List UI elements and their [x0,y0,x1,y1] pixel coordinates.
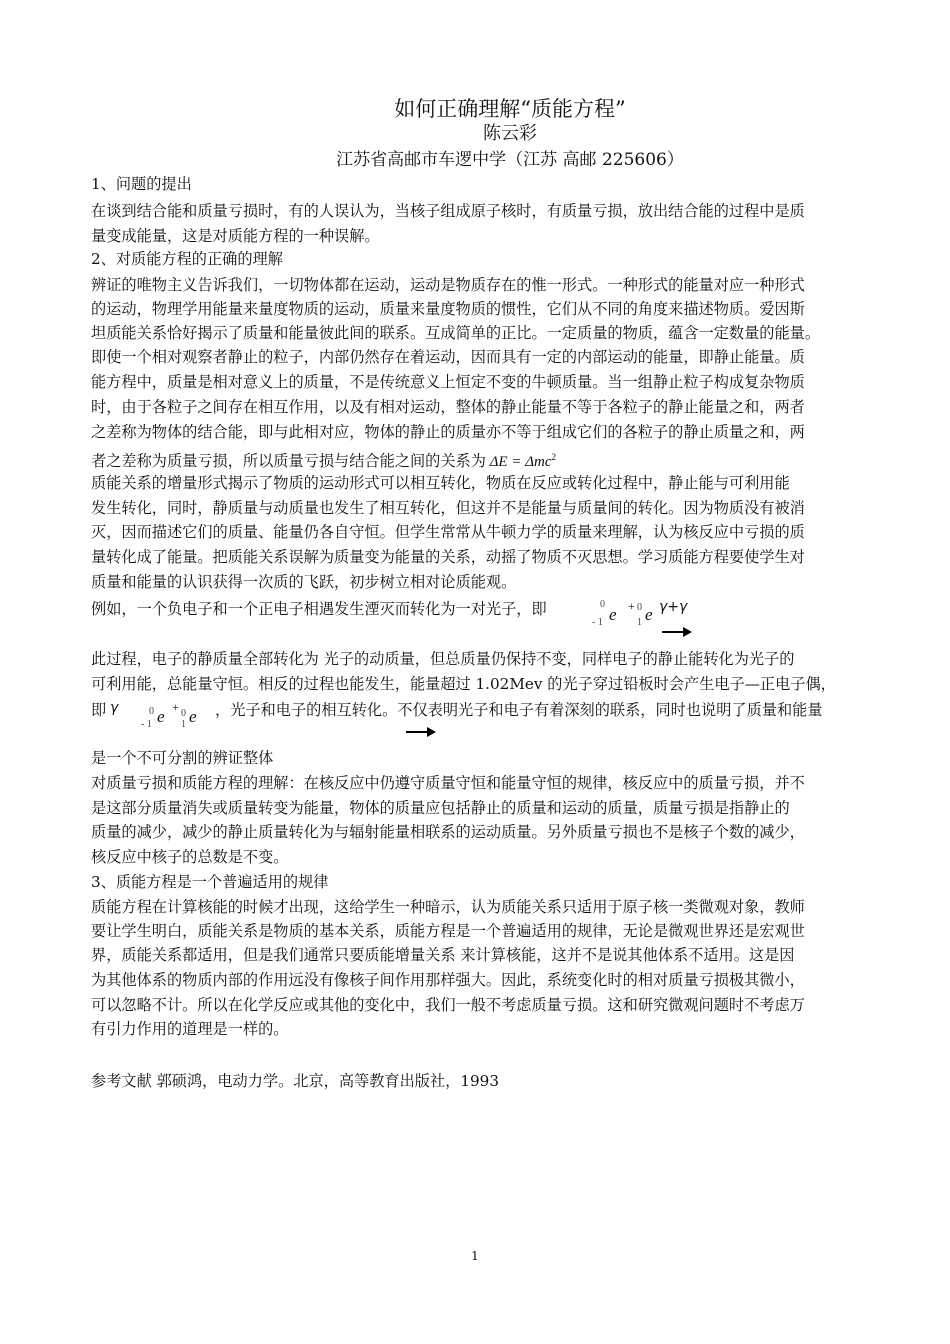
paragraph-line: 质量的减少，减少的静止质量转化为与辐射能量相联系的运动质量。另外质量亏损也不是核子个数的减少， [91,823,805,841]
author-name: 陈云彩 [483,123,537,144]
paragraph-line: 灭，因而描述它们的质量、能量仍各自守恒。但学生常常从牛顿力学的质量来理解，认为核反应中亏损的质 [91,523,805,541]
page-number: 1 [471,1249,479,1263]
paragraph-line: 是一个不可分割的辨证整体 [91,749,274,767]
author-affiliation: 江苏省高邮市车逻中学（江苏 高邮 225606） [336,150,684,170]
formula-superscript: 0 [181,708,186,719]
paragraph-line: 量变成能量，这是对质能方程的一种误解。 [91,227,380,245]
formula-subscript: 1 [637,617,642,628]
paragraph-line: 量转化成了能量。把质能关系误解为质量变为能量的关系，动摇了物质不灭思想。学习质能方程要使学生对 [91,548,805,566]
reaction-arrow-icon [662,631,690,633]
paragraph-line: 此过程，电子的静质量全部转化为 光子的动质量，但总质量仍保持不变，同样电子的静止能转化为光子的 [91,650,795,668]
electron-symbol: e [157,707,165,726]
equation-rhs: Δmc [525,454,552,470]
formula-subscript: 1 [181,719,186,730]
electron-symbol: e [609,605,617,624]
paragraph-text: 者之差称为质量亏损，所以质量亏损与结合能之间的关系为 [91,452,486,470]
reference-line: 参考文献 郭硕鸿，电动力学。北京，高等教育出版社，1993 [91,1072,499,1090]
paragraph-line: 有引力作用的道理是一样的。 [91,1020,289,1038]
equation-exponent: 2 [551,452,557,462]
paragraph-line: 时，由于各粒子之间存在相互作用，以及有相对运动，整体的静止能量不等于各粒子的静止能量之和，两者 [91,398,805,416]
equation-lhs: ΔE [489,454,508,470]
paragraph-line: 可利用能，总能量守恒。相反的过程也能发生，能量超过 1.02Mev 的光子穿过铅板时会产生电子—正电子偶， [91,675,836,693]
formula-superscript: 0 [637,602,642,613]
paragraph-line: 能方程中，质量是相对意义上的质量，不是传统意义上恒定不变的牛顿质量。当一组静止粒子构成复杂物质 [91,373,805,391]
paragraph-line: 是这部分质量消失或质量转变为能量，物体的质量应包括静止的质量和运动的质量，质量亏损是指静止的 [91,799,790,817]
paragraph-line: 之差称为物体的结合能，即与此相对应，物体的静止的质量亦不等于组成它们的各粒子的静止质量之和，两 [91,423,805,441]
paragraph-line: 界，质能关系都适用，但是我们通常只要质能增量关系 来计算核能，这并不是说其他体系不适用。这是因 [91,946,795,964]
paragraph-line: 即使一个相对观察者静止的粒子，内部仍然存在着运动，因而具有一定的内部运动的能量，即静止能量。质 [91,348,805,366]
paragraph-line: 可以忽略不计。所以在化学反应或其他的变化中，我们一般不考虑质量亏损。这和研究微观问题时不考虑万 [91,996,805,1014]
formula-plus: + [628,599,635,613]
paragraph-line: 的运动，物理学用能量来量度物质的运动，质量来量度物质的惯性，它们从不同的角度来描述物质。爱因斯 [91,300,805,318]
paragraph-line: 发生转化，同时，静质量与动质量也发生了相互转化，但这并不是能量与质量间的转化。因为物质没有被消 [91,499,805,517]
paragraph-line: 核反应中核子的总数是不变。 [91,848,289,866]
page-title: 如何正确理解“质能方程” [394,97,626,121]
pair-production-formula [108,696,208,742]
equation-equals: = [511,454,522,470]
paragraph-line: 要让学生明白，质能关系是物质的基本关系，质能方程是一个普遍适用的规律，无论是微观世界还是宏观世 [91,922,805,940]
mass-energy-equation [486,454,556,470]
photon-pair: γ+γ [659,599,688,615]
formula-superscript: 0 [600,599,605,610]
section-heading-3: 3、质能方程是一个普遍适用的规律 [91,873,329,891]
paragraph-line: 坦质能关系恰好揭示了质量和能量彼此间的联系。互成简单的正比。一定质量的物质，蕴含一定数量的能量。 [91,324,820,342]
section-heading-1: 1、问题的提出 [91,175,192,193]
positron-symbol: e [645,605,653,624]
paragraph-line: 为其他体系的物质内部的作用远没有像核子间作用那样强大。因此，系统变化时的相对质量亏损极其微小， [91,971,805,989]
paragraph-line: ，光子和电子的相互转化。不仅表明光子和电子有着深刻的联系，同时也说明了质量和能量 [215,701,823,719]
paragraph-line: 对质量亏损和质能方程的理解：在核反应中仍遵守质量守恒和能量守恒的规律，核反应中的质量亏损，并不 [91,774,805,792]
positron-symbol: e [189,707,197,726]
formula-superscript: 0 [149,706,154,717]
paragraph-line: 在谈到结合能和质量亏损时，有的人误认为，当核子组成原子核时，有质量亏损，放出结合能的过程中是质 [91,202,805,220]
formula-subscript: - 1 [592,617,603,628]
paragraph-line: 例如，一个负电子和一个正电子相遇发生湮灭而转化为一对光子，即 [91,600,547,618]
paragraph-line: 质能方程在计算核能的时候才出现，这给学生一种暗示，认为质能关系只适用于原子核一类微观对象，教师 [91,898,805,916]
paragraph-line-with-equation [91,446,866,473]
photon-symbol: γ [110,700,119,716]
annihilation-formula [590,596,710,646]
paragraph-line: 辨证的唯物主义告诉我们，一切物体都在运动，运动是物质存在的惟一形式。一种形式的能量对应一种形式 [91,276,805,294]
reaction-arrow-icon [406,731,434,733]
formula-subscript: - 1 [141,719,152,730]
paragraph-line: 质量和能量的认识获得一次质的飞跃，初步树立相对论质能观。 [91,573,517,591]
paragraph-line: 质能关系的增量形式揭示了物质的运动形式可以相互转化，物质在反应或转化过程中，静止能与可利用能 [91,474,790,492]
formula-plus: + [172,700,179,714]
section-heading-2: 2、对质能方程的正确的理解 [91,250,283,268]
paragraph-line: 即 [91,701,107,719]
